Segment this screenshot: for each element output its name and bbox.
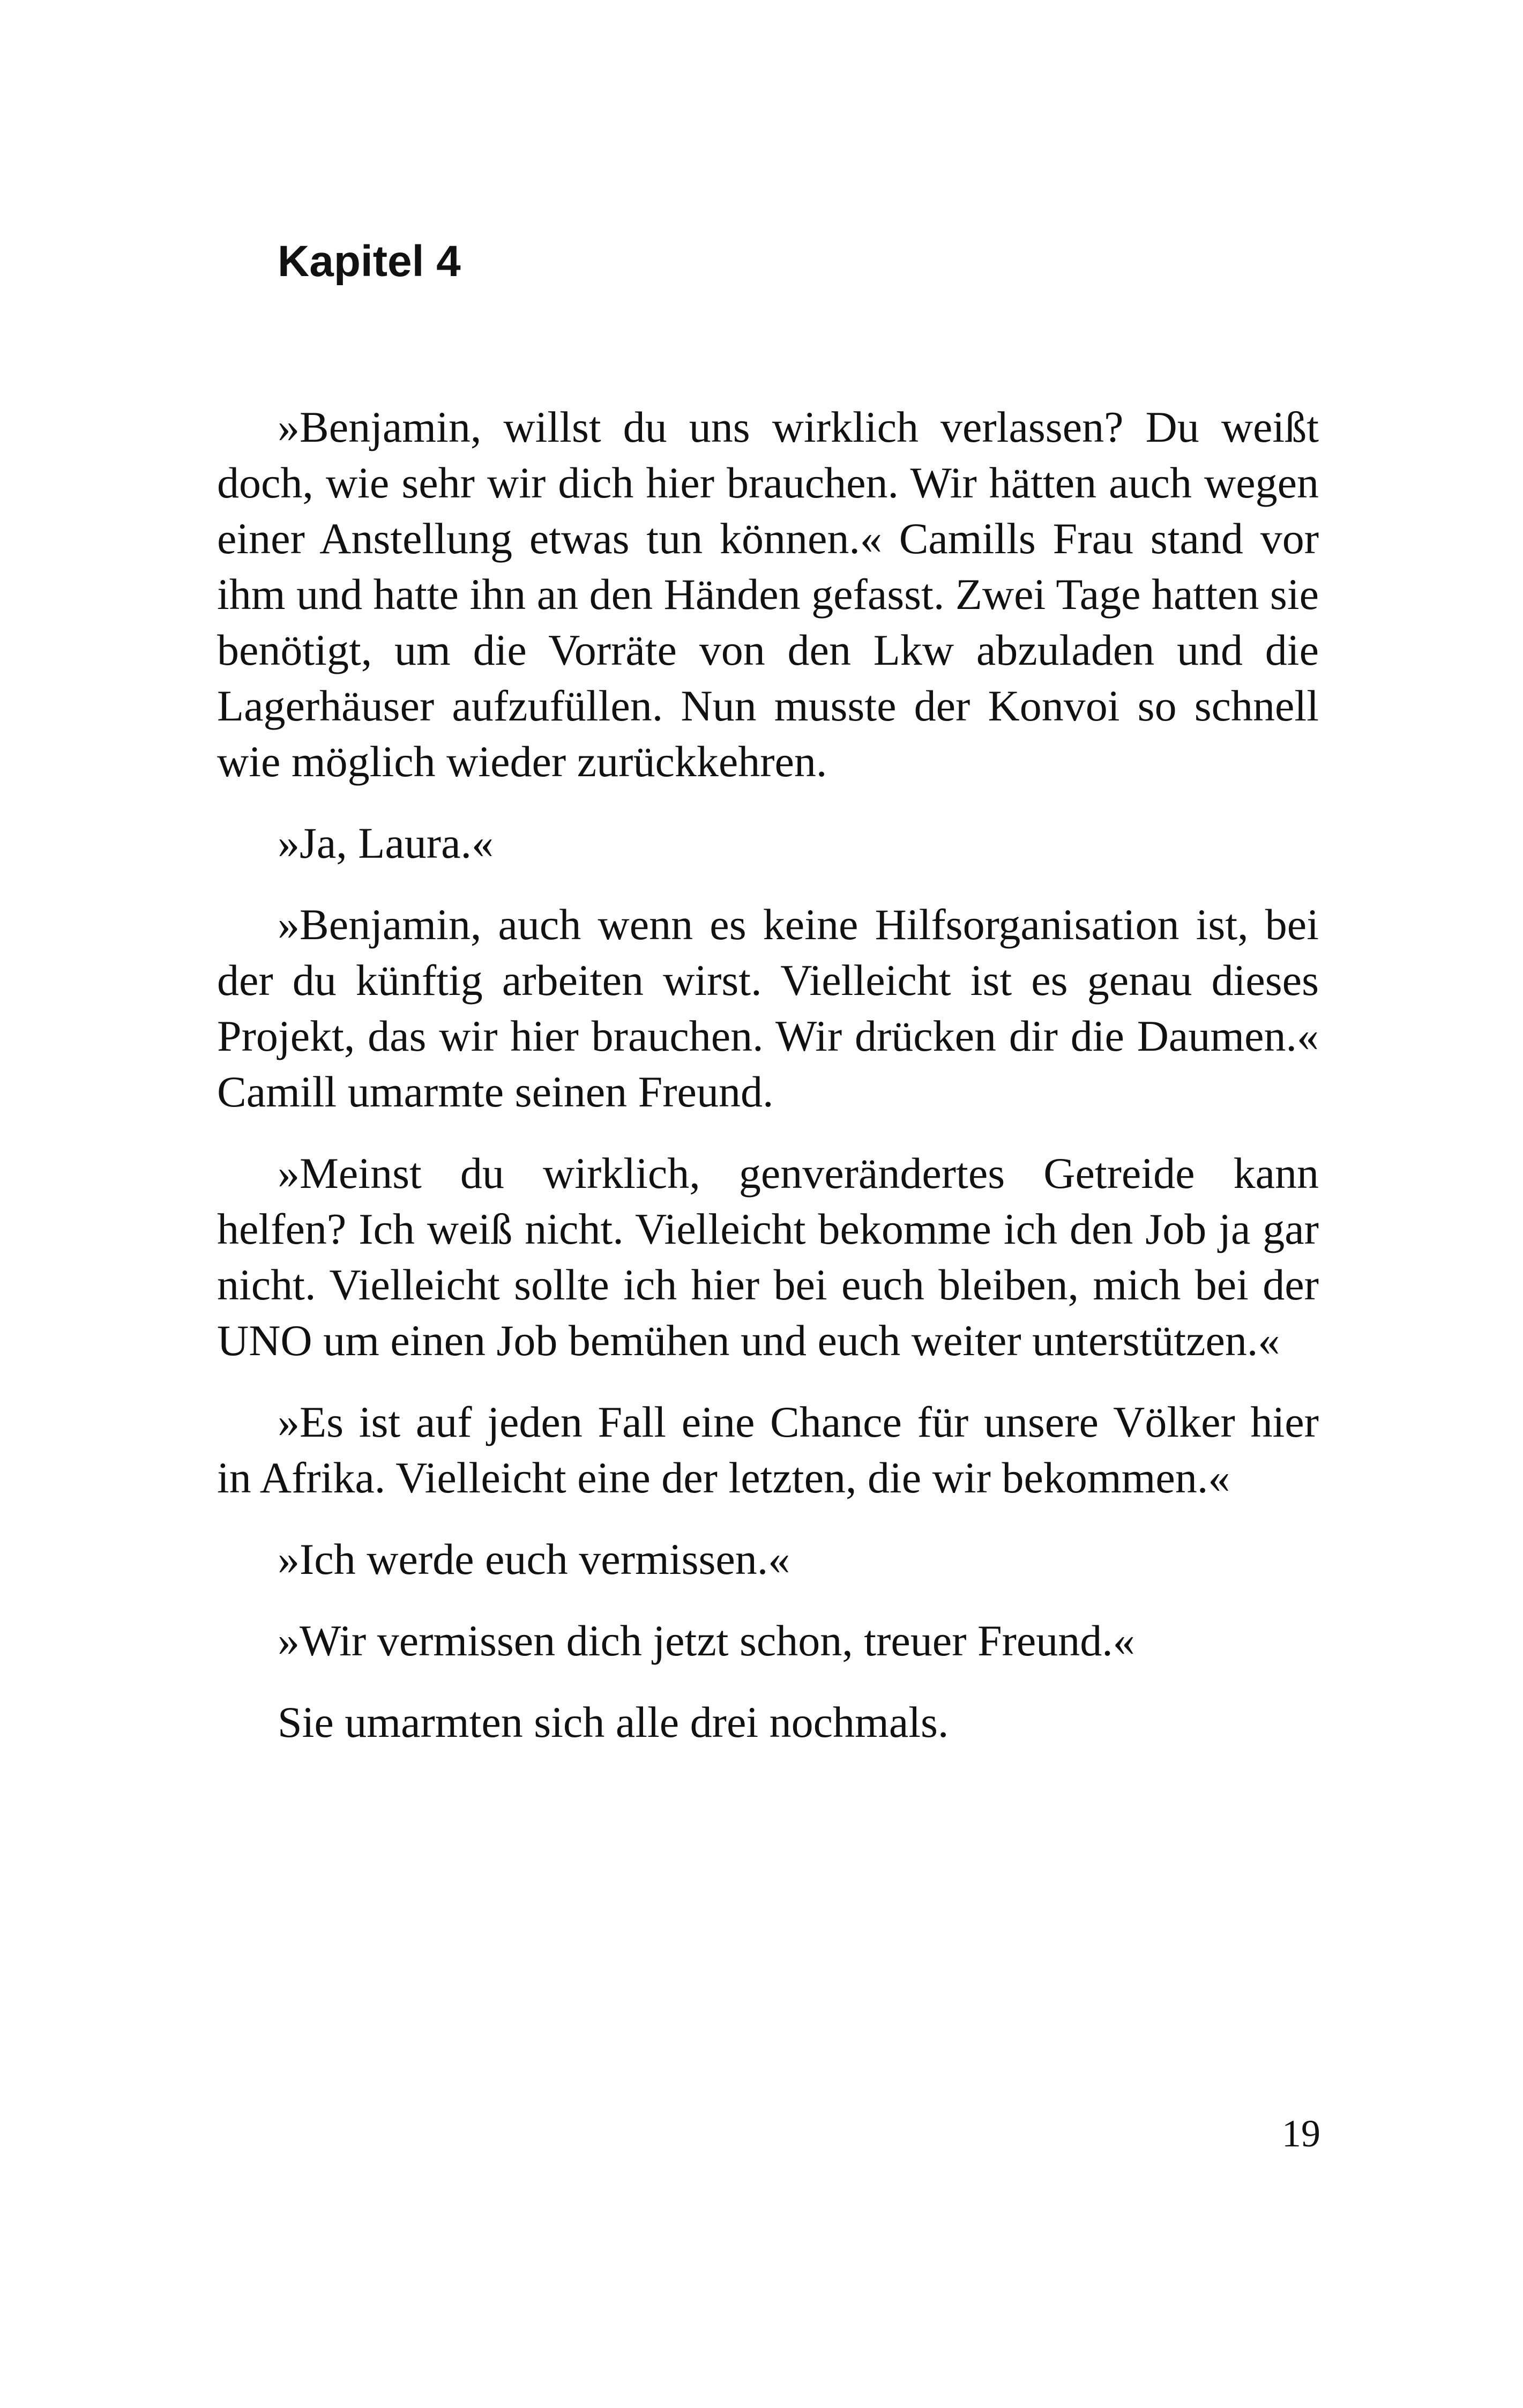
chapter-title: Kapitel 4 [278, 237, 461, 286]
paragraph: »Ich werde euch vermissen.« [278, 1535, 790, 1584]
paragraph: »Benjamin, willst du uns wirklich verlassen? Du weißt doch, wie sehr wir dich hier brauchen. Wir hätten auch wegen einer Anstellung etwas tun können.« Camills Frau stand vor ihm und hatte ihn an den Händen gefasst. Zwei Tage hatten sie benötigt, um die Vorräte von den Lkw abzuladen und die Lagerhäuser aufzufüllen. Nun musste der Konvoi so schnell wie möglich wieder zurückkehren. [217, 403, 1319, 786]
paragraph: »Es ist auf jeden Fall eine Chance für unsere Völker hier in Afrika. Vielleicht eine der letzten, die wir bekommen.« [217, 1398, 1319, 1502]
paragraph: »Ja, Laura.« [278, 819, 494, 867]
page-number: 19 [1282, 2112, 1320, 2155]
paragraph: Sie umarmten sich alle drei nochmals. [278, 1698, 949, 1746]
chapter-body [217, 399, 1319, 1776]
paragraph: »Meinst du wirklich, genverändertes Getreide kann helfen? Ich weiß nicht. Vielleicht bekomme ich den Job ja gar nicht. Vielleicht sollte ich hier bei euch bleiben, mich bei der UNO um einen Job bemühen und euch weiter unterstützen.« [217, 1149, 1319, 1365]
paragraph: »Wir vermissen dich jetzt schon, treuer Freund.« [278, 1616, 1135, 1665]
paragraph: »Benjamin, auch wenn es keine Hilfsorganisation ist, bei der du künftig arbeiten wirst. Vielleicht ist es genau dieses Projekt, das wir hier brauchen. Wir drücken dir die Daumen.« Camill umarmte seinen Freund. [217, 900, 1319, 1116]
